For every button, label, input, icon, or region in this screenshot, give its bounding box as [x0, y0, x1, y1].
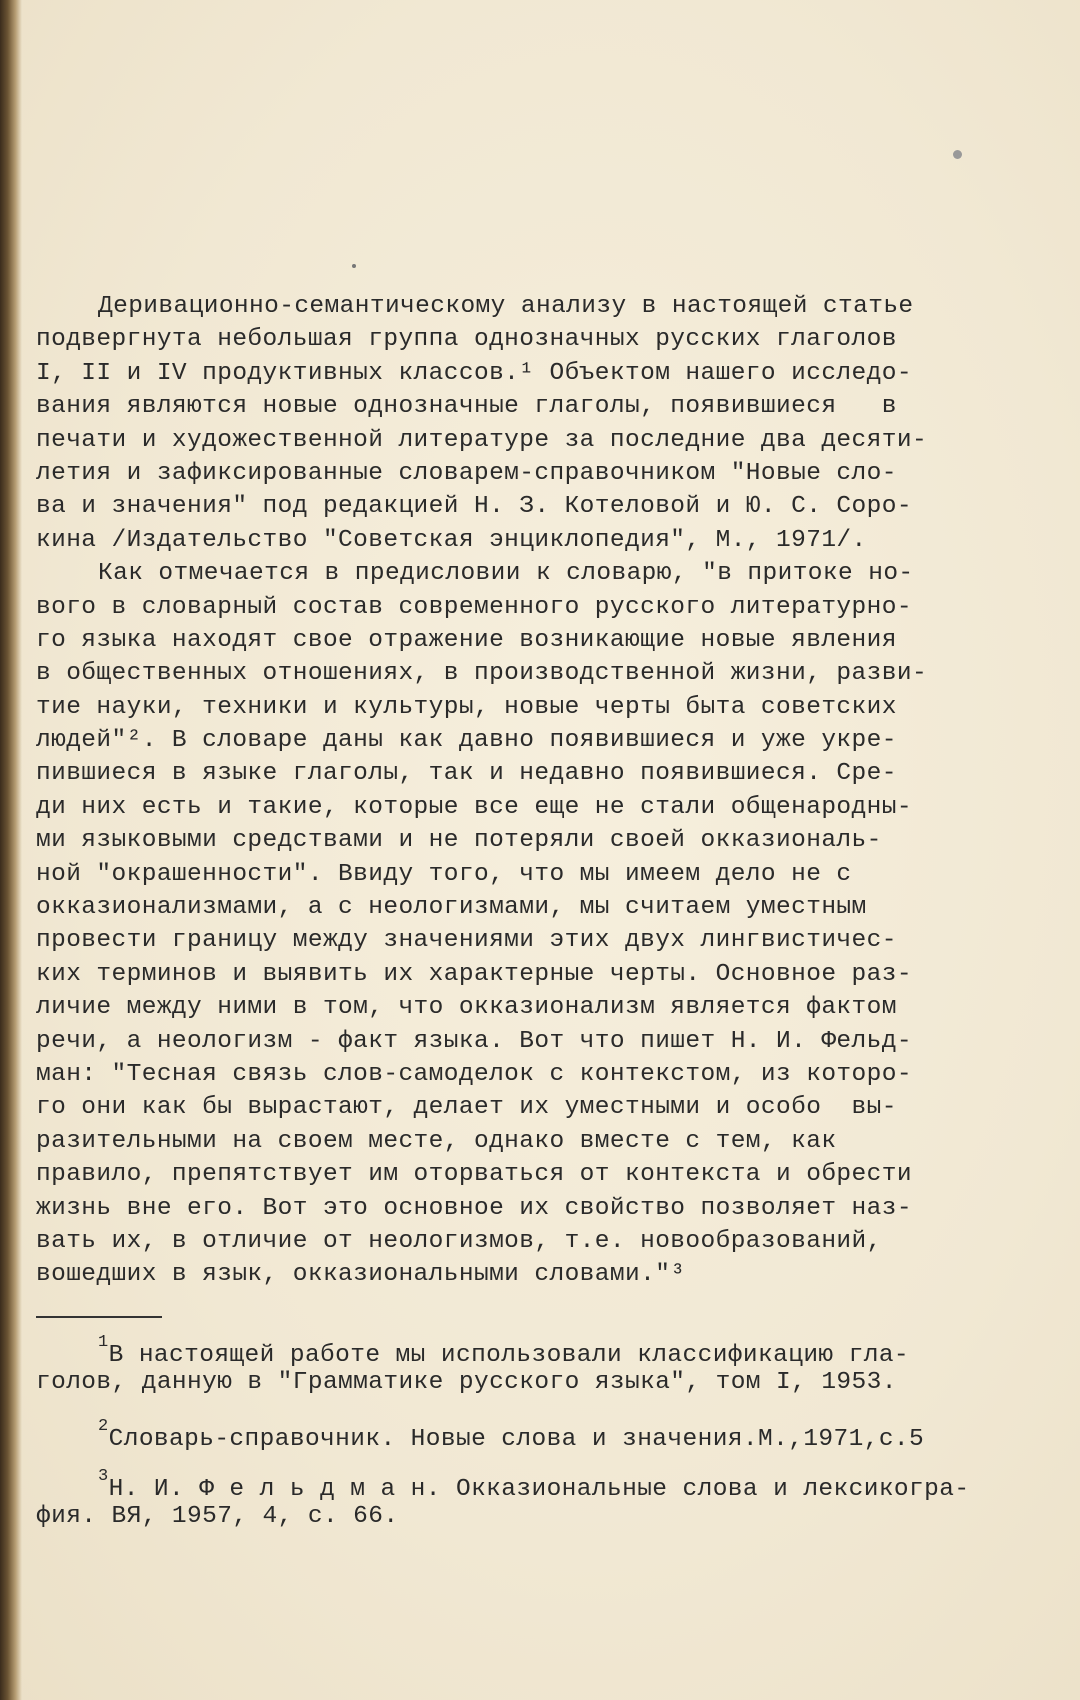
- body-line: кина /Издательство "Советская энциклопедия", М., 1971/.: [36, 526, 867, 554]
- body-line: ких терминов и выявить их характерные черты. Основное раз-: [36, 960, 912, 988]
- body-line: разительными на своем месте, однако вместе с тем, как: [36, 1127, 837, 1155]
- footnote-separator: [36, 1316, 162, 1318]
- footnote-text: голов, данную в "Грамматике русского языка", том I, 1953.: [36, 1369, 897, 1396]
- footnote-text: В настоящей работе мы использовали классификацию гла-: [108, 1342, 910, 1370]
- body-line: пившиеся в языке глаголы, так и недавно появившиеся. Сре-: [36, 760, 897, 788]
- footnote-line: [36, 1500, 986, 1534]
- body-line: I, II и IV продуктивных классов.¹ Объектом нашего исследо-: [36, 359, 912, 387]
- body-line: печати и художественной литературе за последние два десяти-: [36, 426, 928, 454]
- body-line: тие науки, техники и культуры, новые черты быта советских: [36, 693, 897, 721]
- paper-speck: [953, 150, 962, 159]
- footnote-text: Словарь-справочник. Новые слова и значения.М.,1971,с.5: [108, 1426, 925, 1454]
- footnote-text: Н. И. Ф е л ь д м а н. Окказиональные слова и лексикогра-: [108, 1476, 970, 1504]
- body-line: личие между ними в том, что окказионализм является фактом: [36, 994, 897, 1022]
- footnote-mark: 1: [98, 1333, 109, 1352]
- body-line: провести границу между значениями этих двух лингвистичес-: [36, 927, 897, 955]
- paper-speck: [352, 264, 356, 268]
- body-line: речи, а неологизм - факт языка. Вот что пишет Н. И. Фельд-: [36, 1027, 912, 1055]
- body-line: жизнь вне его. Вот это основное их свойство позволяет наз-: [36, 1194, 912, 1222]
- body-line: ной "окрашенности". Ввиду того, что мы имеем дело не с: [36, 860, 852, 888]
- footnote-mark: 3: [98, 1467, 109, 1486]
- body-line: вания являются новые однозначные глаголы, появившиеся в: [36, 393, 897, 421]
- footnote-2: [36, 1416, 986, 1454]
- body-line: Как отмечается в предисловии к словарю, "в притоке но-: [98, 560, 914, 588]
- body-line: го они как бы вырастают, делает их уместными и особо вы-: [36, 1094, 897, 1122]
- body-line: в общественных отношениях, в производственной жизни, разви-: [36, 660, 928, 688]
- footnote-line: [36, 1466, 986, 1504]
- book-binding-edge: [0, 0, 22, 1700]
- body-line: ми языковыми средствами и не потеряли своей окказиональ-: [36, 827, 882, 855]
- footnotes: [36, 1332, 986, 1550]
- body-text: [36, 290, 966, 1292]
- body-line: правило, препятствует им оторваться от контекста и обрести: [36, 1161, 912, 1189]
- body-line: ва и значения" под редакцией Н. З. Котеловой и Ю. С. Соро-: [36, 493, 912, 521]
- body-line: ди них есть и такие, которые все еще не стали общенародны-: [36, 793, 912, 821]
- footnote-line: [36, 1366, 986, 1400]
- footnote-line: [36, 1416, 986, 1454]
- body-line: вошедших в язык, окказиональными словами."³: [36, 1261, 686, 1289]
- body-line: людей"². В словаре даны как давно появившиеся и уже укре-: [36, 727, 897, 755]
- body-line: вать их, в отличие от неологизмов, т.е. новообразований,: [36, 1227, 882, 1255]
- body-line: летия и зафиксированные словарем-справочником "Новые сло-: [36, 459, 897, 487]
- body-line: вого в словарный состав современного русского литературно-: [36, 593, 912, 621]
- footnote-text: фия. ВЯ, 1957, 4, с. 66.: [36, 1503, 399, 1530]
- body-line: го языка находят свое отражение возникающие новые явления: [36, 626, 897, 654]
- footnote-3: [36, 1466, 986, 1534]
- body-line: окказионализмами, а с неологизмами, мы считаем уместным: [36, 894, 867, 922]
- body-line: Деривационно-семантическому анализу в настоящей статье: [98, 293, 914, 320]
- body-line: ман: "Тесная связь слов-самоделок с контекстом, из которо-: [36, 1060, 912, 1088]
- footnote-1: [36, 1332, 986, 1400]
- body-line: подвергнута небольшая группа однозначных русских глаголов: [36, 326, 897, 354]
- footnote-line: [36, 1332, 986, 1370]
- footnote-mark: 2: [98, 1417, 109, 1436]
